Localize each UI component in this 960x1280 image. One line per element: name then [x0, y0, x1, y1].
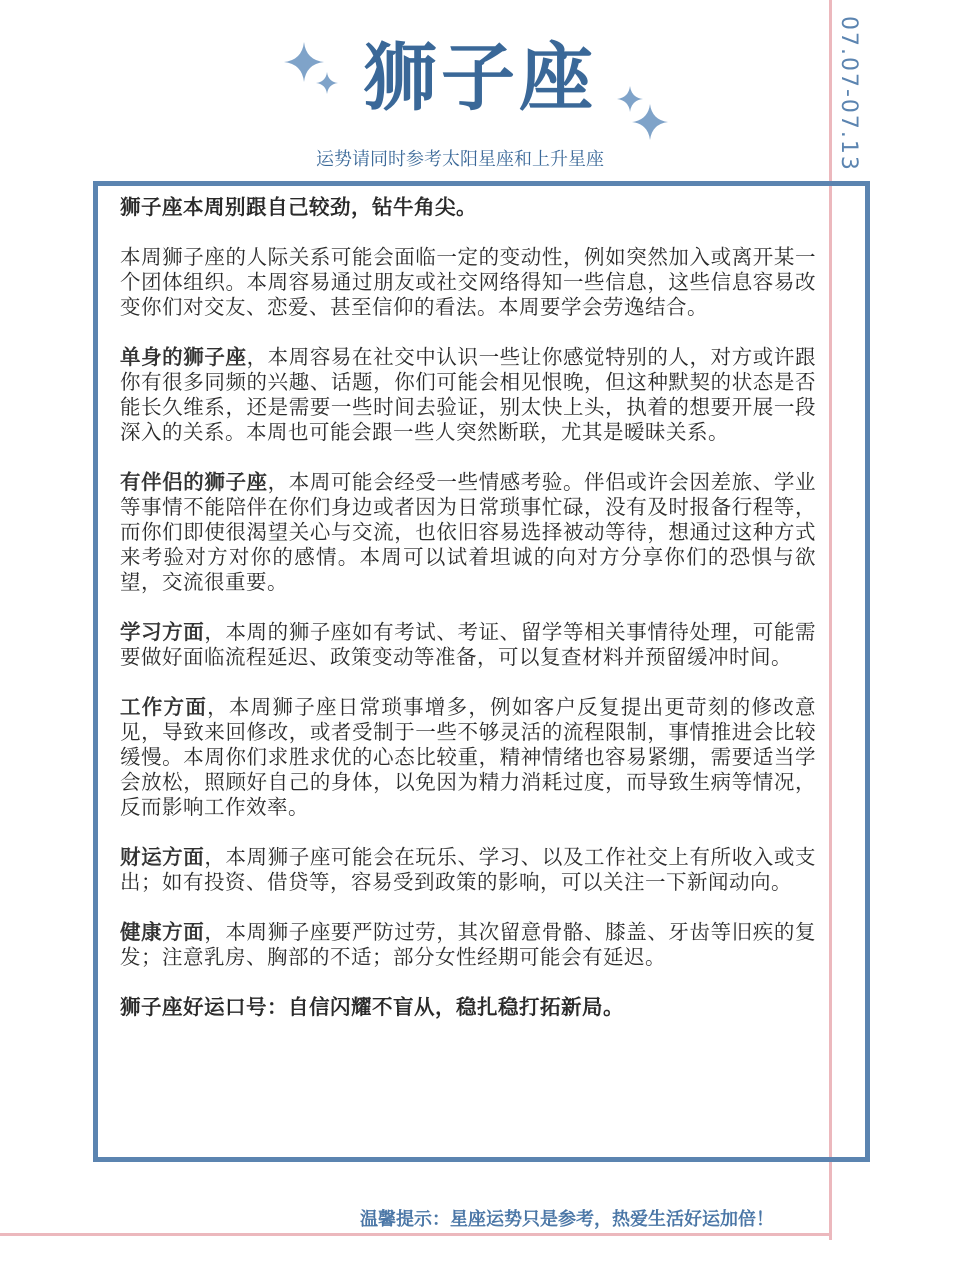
section-text: ，本周的狮子座如有考试、考证、留学等相关事情待处理，可能需要做好面临流程延迟、政策变动等准备，可以复查材料并预留缓冲时间。 — [120, 620, 816, 669]
intro-paragraph: 本周狮子座的人际关系可能会面临一定的变动性，例如突然加入或离开某一个团体组织。本周容易通过朋友或社交网络得知一些信息，这些信息容易改变你们对交友、恋爱、甚至信仰的看法。本周要学会劳逸结合。 — [120, 245, 816, 319]
section-partnered — [120, 470, 816, 595]
section-work — [120, 695, 816, 820]
pink-horizontal-line — [0, 1233, 832, 1236]
section-study — [120, 620, 816, 670]
section-text: ，本周可能会经受一些情感考验。伴侣或许会因差旅、学业等事情不能陪伴在你们身边或者因为日常琐事忙碌，没有及时报备行程等，而你们即使很渴望关心与交流，也依旧容易选择被动等待，想通过这种方式来考验对方对你的感情。本周可以试着坦诚的向对方分享你们的恐惧与欲望，交流很重要。 — [120, 470, 816, 594]
section-finance — [120, 845, 816, 895]
section-text: ，本周狮子座可能会在玩乐、学习、以及工作社交上有所收入或支出；如有投资、借贷等，容易受到政策的影响，可以关注一下新闻动向。 — [120, 845, 816, 894]
section-label: 工作方面 — [120, 695, 208, 719]
section-text: ，本周狮子座要严防过劳，其次留意骨骼、膝盖、牙齿等旧疾的复发；注意乳房、胸部的不适；部分女性经期可能会有延迟。 — [120, 920, 816, 969]
horoscope-content — [120, 195, 816, 1045]
page-title: 狮子座 — [363, 35, 597, 121]
section-single — [120, 345, 816, 445]
section-label: 有伴侣的狮子座 — [120, 470, 268, 494]
section-label: 财运方面 — [120, 845, 205, 869]
section-text: ，本周容易在社交中认识一些让你感觉特别的人，对方或许跟你有很多同频的兴趣、话题，你们可能会相见恨晚，但这种默契的状态是否能长久维系，还是需要一些时间去验证，别太快上头，执着的想要开展一段深入的关系。本周也可能会跟一些人突然断联，尤其是暧昧关系。 — [120, 345, 816, 444]
sparkle-large-right-icon — [632, 104, 668, 140]
lucky-slogan: 狮子座好运口号：自信闪耀不盲从，稳扎稳打拓新局。 — [120, 995, 624, 1019]
section-text: ，本周狮子座日常琐事增多，例如客户反复提出更苛刻的修改意见，导致来回修改，或者受制于一些不够灵活的流程限制，事情推进会比较缓慢。本周你们求胜求优的心态比较重，精神情绪也容易紧绷，需要适当学会放松，照顾好自己的身体，以免因为精力消耗过度，而导致生病等情况，反而影响工作效率。 — [120, 695, 817, 819]
section-label: 单身的狮子座 — [120, 345, 247, 369]
sparkle-small-left-icon — [316, 72, 338, 94]
section-health — [120, 920, 816, 970]
date-range: 07.07-07.13 — [836, 16, 861, 172]
page-subtitle: 运势请同时参考太阳星座和上升星座 — [316, 149, 604, 170]
headline: 狮子座本周别跟自己较劲，钻牛角尖。 — [120, 195, 477, 219]
footer-tip: 温馨提示：星座运势只是参考，热爱生活好运加倍！ — [360, 1209, 774, 1230]
section-label: 健康方面 — [120, 920, 205, 944]
section-label: 学习方面 — [120, 620, 205, 644]
